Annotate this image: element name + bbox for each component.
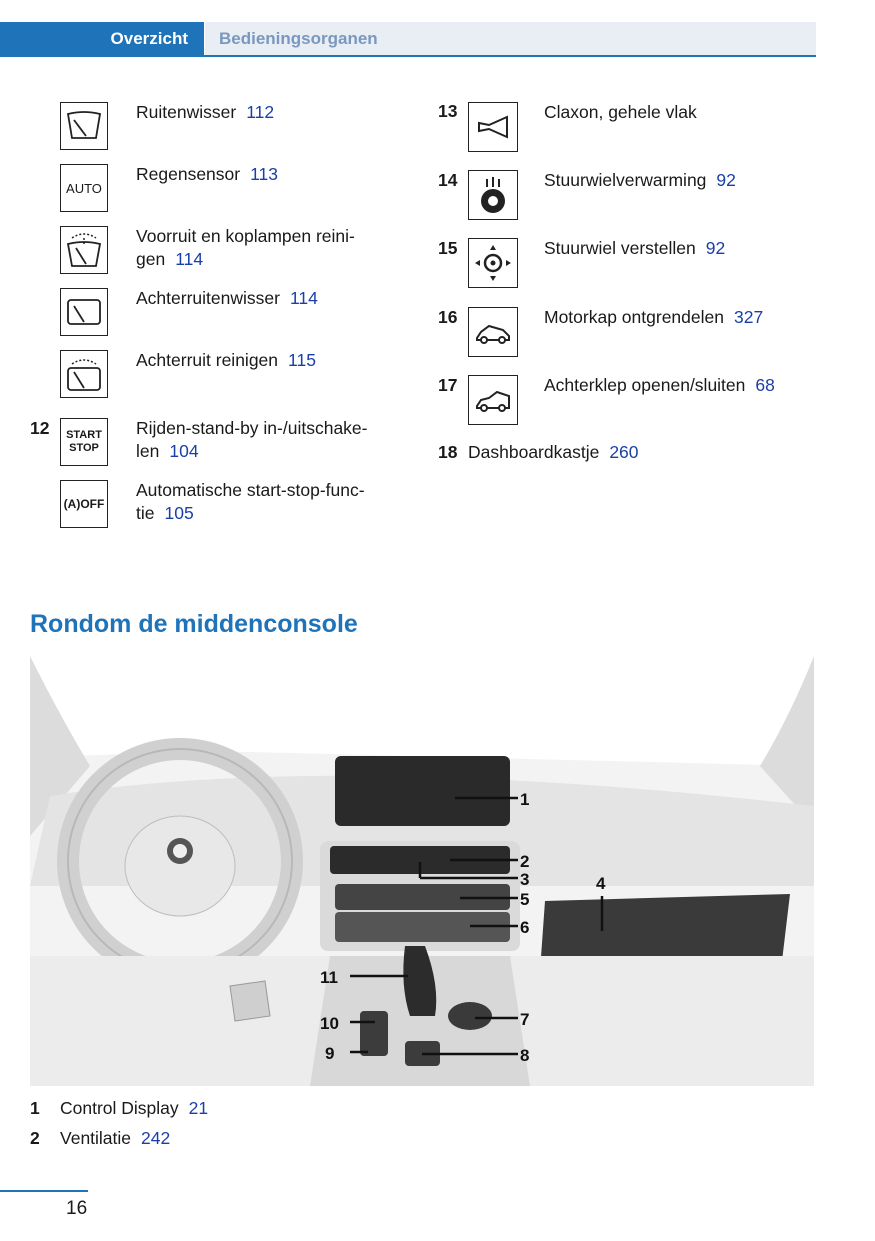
tab-overzicht[interactable]: Overzicht bbox=[0, 22, 204, 56]
item-number: 14 bbox=[438, 170, 458, 190]
item-label: Achterruitenwisser bbox=[136, 288, 280, 308]
rear-wiper-icon bbox=[60, 288, 108, 336]
page-header bbox=[0, 22, 816, 56]
rear-washer-icon bbox=[60, 350, 108, 398]
auto-icon bbox=[60, 164, 108, 212]
list-item bbox=[136, 225, 355, 271]
item-label: Ruitenwisser bbox=[136, 102, 237, 122]
item-label: Stuurwiel verstellen bbox=[544, 238, 696, 258]
hood-icon bbox=[468, 307, 518, 357]
item-number: 16 bbox=[438, 307, 458, 327]
list-item bbox=[136, 163, 278, 186]
page-ref-link[interactable]: 242 bbox=[141, 1128, 171, 1148]
item-number: 13 bbox=[438, 101, 458, 121]
header-divider bbox=[0, 55, 816, 57]
item-number: 18 bbox=[438, 442, 458, 462]
list-item bbox=[136, 287, 318, 310]
item-label-line2: len bbox=[136, 441, 160, 461]
callout-4: 4 bbox=[596, 874, 606, 893]
page-ref-link[interactable]: 21 bbox=[188, 1098, 209, 1118]
footer-divider bbox=[0, 1190, 88, 1192]
item-label: Dashboardkastje bbox=[468, 442, 600, 462]
page-ref-link[interactable]: 113 bbox=[250, 164, 279, 184]
page-ref-link[interactable]: 114 bbox=[175, 249, 204, 269]
callout-3: 3 bbox=[520, 870, 530, 889]
callout-5: 5 bbox=[520, 890, 530, 909]
callout-10: 10 bbox=[320, 1014, 339, 1033]
callout-9: 9 bbox=[325, 1044, 335, 1063]
page-ref-link[interactable]: 92 bbox=[716, 170, 736, 190]
dashboard-illustration bbox=[30, 656, 814, 1086]
page-ref-link[interactable]: 105 bbox=[164, 503, 194, 523]
list-item bbox=[544, 169, 736, 192]
steering-adjust-icon bbox=[468, 238, 518, 288]
item-label: Achterruit reinigen bbox=[136, 350, 279, 370]
start-icon-text: START bbox=[66, 429, 102, 441]
page-ref-link[interactable]: 112 bbox=[246, 102, 275, 122]
page-ref-link[interactable]: 327 bbox=[733, 307, 764, 327]
washer-icon bbox=[60, 226, 108, 274]
callout-8: 8 bbox=[520, 1046, 530, 1065]
auto-icon-text: AUTO bbox=[66, 180, 102, 196]
item-label-line1: Automatische start-stop-func- bbox=[136, 480, 365, 500]
list-item bbox=[136, 417, 368, 463]
item-number: 15 bbox=[438, 238, 458, 258]
list-item bbox=[136, 479, 365, 525]
list-item bbox=[544, 306, 763, 329]
page-ref-link[interactable]: 260 bbox=[609, 442, 639, 462]
tailgate-icon bbox=[468, 375, 518, 425]
auto-off-icon bbox=[60, 480, 108, 528]
item-label-line1: Rijden-stand-by in-/uitschake- bbox=[136, 418, 368, 438]
callout-6: 6 bbox=[520, 918, 530, 937]
item-number: 17 bbox=[438, 375, 458, 395]
tab-bedieningsorganen[interactable]: Bedieningsorganen bbox=[205, 22, 816, 56]
list-item bbox=[544, 237, 725, 260]
page-ref-link[interactable]: 104 bbox=[169, 441, 199, 461]
list-item bbox=[544, 101, 697, 124]
page-ref-link[interactable]: 68 bbox=[755, 375, 775, 395]
list-item bbox=[468, 441, 639, 464]
dashboard-drawing bbox=[30, 656, 814, 1086]
legend-number: 2 bbox=[30, 1128, 40, 1148]
stop-icon-text: STOP bbox=[69, 442, 99, 454]
item-label-line2: tie bbox=[136, 503, 155, 523]
item-label: Stuurwielverwarming bbox=[544, 170, 707, 190]
page-ref-link[interactable]: 114 bbox=[289, 288, 318, 308]
page-number: 16 bbox=[66, 1198, 88, 1219]
horn-icon bbox=[468, 102, 518, 152]
section-title: Rondom de middenconsole bbox=[30, 610, 358, 638]
item-label-line2: gen bbox=[136, 249, 166, 269]
list-item bbox=[544, 374, 775, 397]
item-label-line1: Voorruit en koplampen reini- bbox=[136, 226, 355, 246]
callout-2: 2 bbox=[520, 852, 530, 871]
auto-off-icon-text: (A)OFF bbox=[63, 497, 105, 511]
callout-11: 11 bbox=[320, 968, 338, 987]
page-ref-link[interactable]: 92 bbox=[705, 238, 726, 258]
list-item bbox=[136, 101, 274, 124]
callout-7: 7 bbox=[520, 1010, 530, 1029]
start-stop-icon bbox=[60, 418, 108, 466]
legend-label: Control Display bbox=[60, 1098, 179, 1118]
list-item bbox=[136, 349, 316, 372]
item-label: Regensensor bbox=[136, 164, 241, 184]
item-label: Achterklep openen/sluiten bbox=[544, 375, 746, 395]
legend-item-2 bbox=[30, 1128, 170, 1149]
callout-1: 1 bbox=[520, 790, 530, 809]
page-ref-link[interactable]: 115 bbox=[288, 350, 316, 370]
legend-item-1 bbox=[30, 1098, 208, 1119]
wiper-icon bbox=[60, 102, 108, 150]
item-label: Claxon, gehele vlak bbox=[544, 102, 697, 122]
legend-label: Ventilatie bbox=[60, 1128, 132, 1148]
item-number: 12 bbox=[30, 418, 50, 438]
legend-number: 1 bbox=[30, 1098, 40, 1118]
item-label: Motorkap ontgrendelen bbox=[544, 307, 724, 327]
steering-heat-icon bbox=[468, 170, 518, 220]
